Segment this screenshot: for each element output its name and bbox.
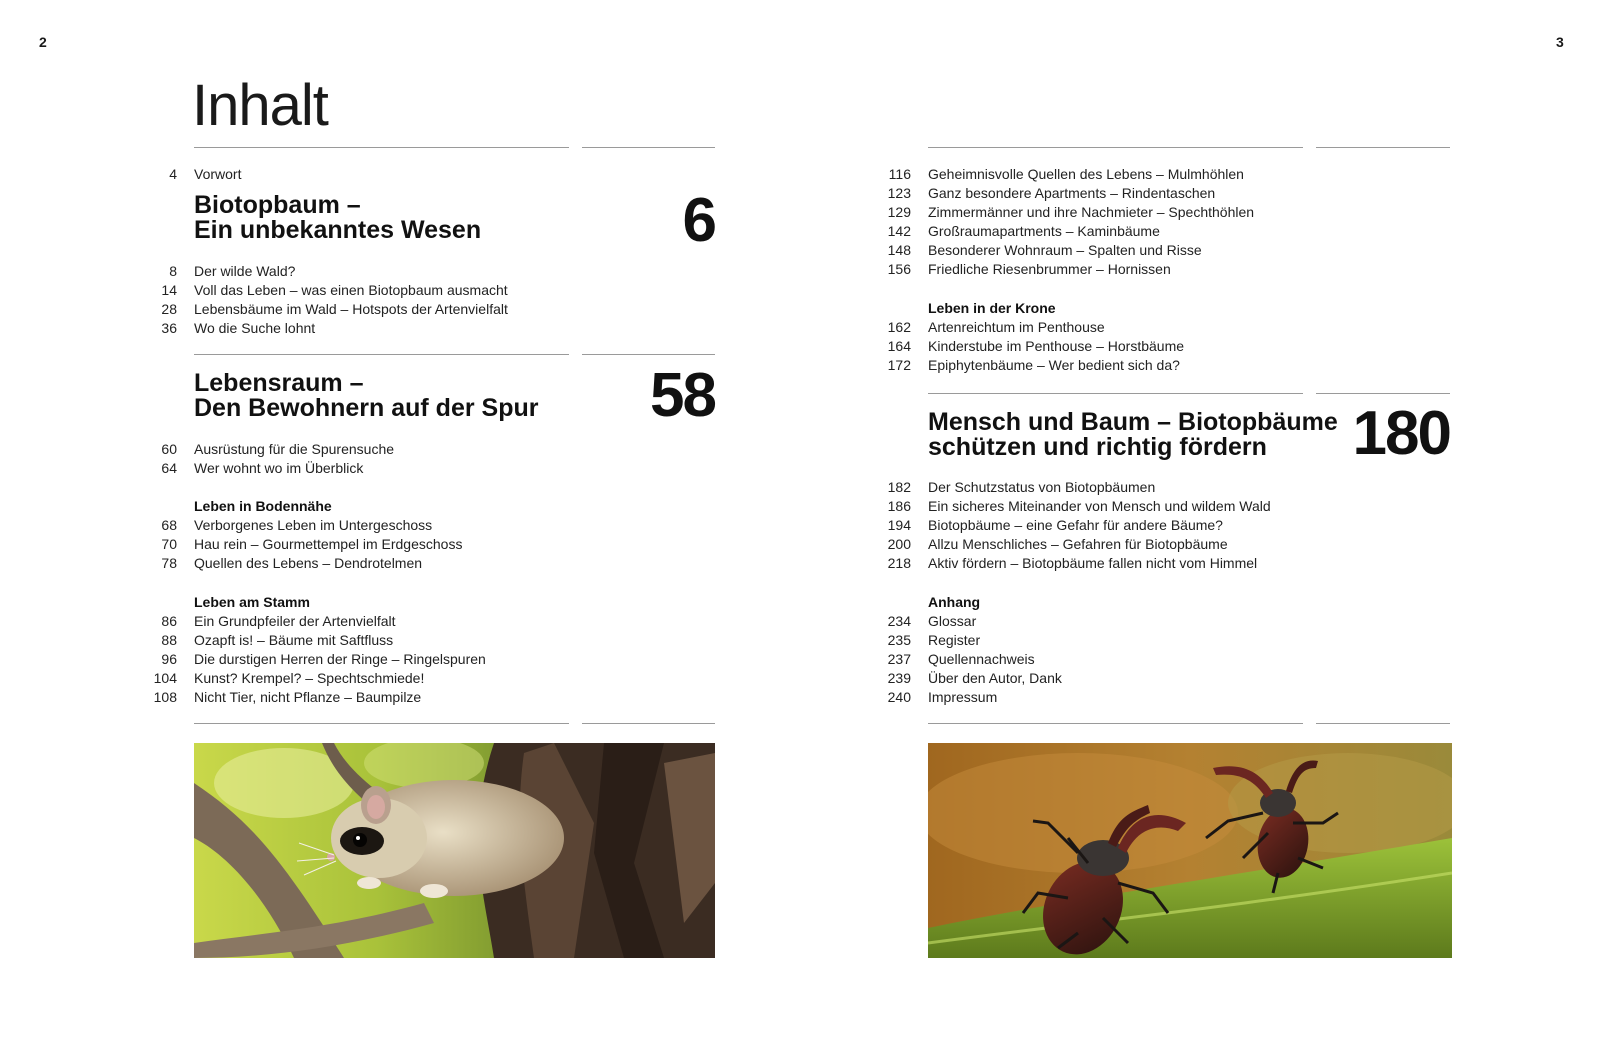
chapter-title-line: Den Bewohnern auf der Spur [194, 394, 539, 422]
toc-page-number: 182 [887, 479, 911, 495]
toc-page-number: 96 [161, 651, 177, 667]
toc-entry-text: Kinderstube im Penthouse – Horstbäume [928, 338, 1185, 354]
toc-page-number: 14 [161, 282, 177, 298]
toc-entry-text: Glossar [928, 613, 977, 629]
toc-page-number: 86 [161, 613, 177, 629]
page-number-right: 3 [1556, 34, 1564, 50]
toc-entry[interactable] [887, 337, 1185, 356]
section-heading: Leben in Bodennähe [194, 498, 332, 514]
toc-entry-text: Geheimnisvolle Quellen des Lebens – Mulmhöhlen [928, 166, 1244, 182]
toc-entry-text: Ein sicheres Miteinander von Mensch und wildem Wald [928, 498, 1271, 514]
toc-entry-text: Quellen des Lebens – Dendrotelmen [194, 555, 423, 571]
toc-entry[interactable] [887, 554, 1258, 573]
toc-page-number: 234 [887, 613, 911, 629]
toc-page-number: 104 [153, 670, 177, 686]
toc-entry-text: Register [928, 632, 981, 648]
toc-page-number: 240 [887, 689, 911, 705]
toc-entry[interactable] [887, 688, 998, 707]
toc-entry[interactable] [887, 260, 1171, 279]
toc-entry[interactable] [887, 241, 1202, 260]
toc-entry-text: Ganz besondere Apartments – Rindentaschen [928, 185, 1216, 201]
toc-entry[interactable] [161, 631, 394, 650]
page-number-left: 2 [39, 34, 47, 50]
divider [582, 723, 715, 724]
toc-entry-text: Epiphytenbäume – Wer bedient sich da? [928, 357, 1180, 373]
chapter-title-line: Mensch und Baum – Biotopbäume [928, 408, 1338, 436]
stag-beetles-photo [928, 743, 1452, 958]
toc-entry[interactable] [887, 631, 981, 650]
toc-entry-text: Wer wohnt wo im Überblick [194, 460, 364, 476]
divider [928, 147, 1303, 148]
toc-entry-text: Zimmermänner und ihre Nachmieter – Spechthöhlen [928, 204, 1255, 220]
toc-page-number: 172 [887, 357, 911, 373]
toc-entry-text: Hau rein – Gourmettempel im Erdgeschoss [194, 536, 463, 552]
toc-entry-text: Allzu Menschliches – Gefahren für Biotopbäume [928, 536, 1228, 552]
toc-page-number: 36 [161, 320, 177, 336]
toc-page-number: 78 [161, 555, 177, 571]
toc-entry[interactable] [161, 281, 508, 300]
toc-entry[interactable] [169, 262, 296, 281]
toc-page-number: 218 [887, 555, 911, 571]
chapter-heading-1[interactable] [194, 193, 481, 243]
page-title: Inhalt [192, 73, 328, 138]
section-heading: Leben in der Krone [928, 300, 1056, 316]
toc-entry-text: Artenreichtum im Penthouse [928, 319, 1105, 335]
toc-entry[interactable] [161, 554, 423, 573]
toc-page-number: 4 [169, 166, 177, 182]
toc-page-number: 156 [887, 261, 911, 277]
toc-entry-text: Ein Grundpfeiler der Artenvielfalt [194, 613, 396, 629]
toc-entry[interactable] [887, 356, 1180, 375]
toc-page-number: 108 [153, 689, 177, 705]
toc-entry[interactable] [887, 535, 1228, 554]
toc-entry[interactable] [887, 184, 1216, 203]
divider [1316, 393, 1450, 394]
divider [928, 723, 1303, 724]
toc-entry-text: Nicht Tier, nicht Pflanze – Baumpilze [194, 689, 422, 705]
chapter-title-line: Biotopbaum – [194, 191, 361, 219]
toc-entry[interactable] [161, 319, 316, 338]
stag-beetles-illustration [928, 743, 1452, 958]
toc-entry[interactable] [161, 459, 364, 478]
toc-entry[interactable] [887, 497, 1271, 516]
divider [194, 147, 569, 148]
toc-entry-text: Ozapft is! – Bäume mit Saftfluss [194, 632, 394, 648]
divider [582, 147, 715, 148]
toc-page-number: 186 [887, 498, 911, 514]
toc-entry-text: Friedliche Riesenbrummer – Hornissen [928, 261, 1171, 277]
toc-page-number: 200 [887, 536, 911, 552]
divider [582, 354, 715, 355]
toc-entry[interactable] [161, 516, 433, 535]
toc-page-number: 235 [887, 632, 911, 648]
toc-page-number: 60 [161, 441, 177, 457]
toc-page-number: 142 [887, 223, 911, 239]
toc-entry-text: Quellennachweis [928, 651, 1035, 667]
chapter-page-number: 180 [1352, 399, 1450, 468]
toc-page-number: 148 [887, 242, 911, 258]
toc-entry-text: Besonderer Wohnraum – Spalten und Risse [928, 242, 1202, 258]
toc-entry-text: Kunst? Krempel? – Spechtschmiede! [194, 670, 425, 686]
divider [928, 393, 1303, 394]
toc-entry[interactable] [153, 669, 425, 688]
toc-page-number: 88 [161, 632, 177, 648]
toc-entry-text: Verborgenes Leben im Untergeschoss [194, 517, 433, 533]
toc-entry[interactable] [153, 688, 422, 707]
toc-page-number: 70 [161, 536, 177, 552]
chapter-title-line: Lebensraum – [194, 369, 364, 397]
chapter-page-number: 6 [682, 186, 715, 255]
toc-entry-text: Voll das Leben – was einen Biotopbaum ausmacht [194, 282, 508, 298]
toc-page-number: 8 [169, 263, 177, 279]
section-heading: Leben am Stamm [194, 594, 310, 610]
toc-entry[interactable] [887, 650, 1035, 669]
toc-entry-text: Ausrüstung für die Spurensuche [194, 441, 395, 457]
toc-page-number: 28 [161, 301, 177, 317]
toc-entry-text: Impressum [928, 689, 998, 705]
toc-page-number: 194 [887, 517, 911, 533]
toc-page-number: 162 [887, 319, 911, 335]
toc-entry[interactable] [161, 612, 396, 631]
toc-entry-text: Vorwort [194, 166, 242, 182]
toc-entry-text: Die durstigen Herren der Ringe – Ringelspuren [194, 651, 486, 667]
toc-entry-text: Der wilde Wald? [194, 263, 296, 279]
toc-entry[interactable] [161, 535, 463, 554]
divider [194, 354, 569, 355]
divider [1316, 147, 1450, 148]
dormouse-illustration [194, 743, 715, 958]
toc-page-number: 64 [161, 460, 177, 476]
dormouse-photo [194, 743, 715, 958]
chapter-page-number: 58 [650, 361, 715, 430]
toc-entry-text: Über den Autor, Dank [928, 670, 1062, 686]
toc-entry-text: Großraumapartments – Kaminbäume [928, 223, 1160, 239]
toc-page-number: 123 [887, 185, 911, 201]
chapter-title-line: schützen und richtig fördern [928, 433, 1267, 461]
toc-entry-text: Lebensbäume im Wald – Hotspots der Artenvielfalt [194, 301, 508, 317]
chapter-heading-3[interactable] [928, 410, 1338, 460]
divider [1316, 723, 1450, 724]
toc-entry[interactable] [887, 669, 1062, 688]
section-heading: Anhang [928, 594, 981, 610]
toc-entry[interactable] [887, 516, 1223, 535]
toc-entry[interactable] [887, 203, 1255, 222]
chapter-title-line: Ein unbekanntes Wesen [194, 216, 482, 244]
toc-entry-text: Aktiv fördern – Biotopbäume fallen nicht vom Himmel [928, 555, 1258, 571]
toc-entry[interactable] [161, 440, 395, 459]
toc-page-number: 116 [888, 166, 911, 182]
chapter-heading-2[interactable] [194, 371, 538, 421]
toc-entry[interactable] [887, 222, 1160, 241]
divider [194, 723, 569, 724]
toc-entry-text: Biotopbäume – eine Gefahr für andere Bäume? [928, 517, 1223, 533]
toc-entry-text: Der Schutzstatus von Biotopbäumen [928, 479, 1156, 495]
toc-entry[interactable] [887, 478, 1156, 497]
toc-entry[interactable] [161, 650, 486, 669]
toc-page-number: 237 [887, 651, 911, 667]
toc-entry[interactable] [161, 300, 508, 319]
toc-page-number: 239 [887, 670, 911, 686]
toc-entry[interactable] [888, 165, 1244, 184]
toc-entry[interactable] [887, 318, 1105, 337]
toc-entry-preface[interactable] [169, 165, 242, 184]
toc-page-number: 129 [887, 204, 911, 220]
toc-page-number: 68 [161, 517, 177, 533]
toc-entry[interactable] [887, 612, 977, 631]
toc-entry-text: Wo die Suche lohnt [194, 320, 316, 336]
toc-page-number: 164 [887, 338, 911, 354]
